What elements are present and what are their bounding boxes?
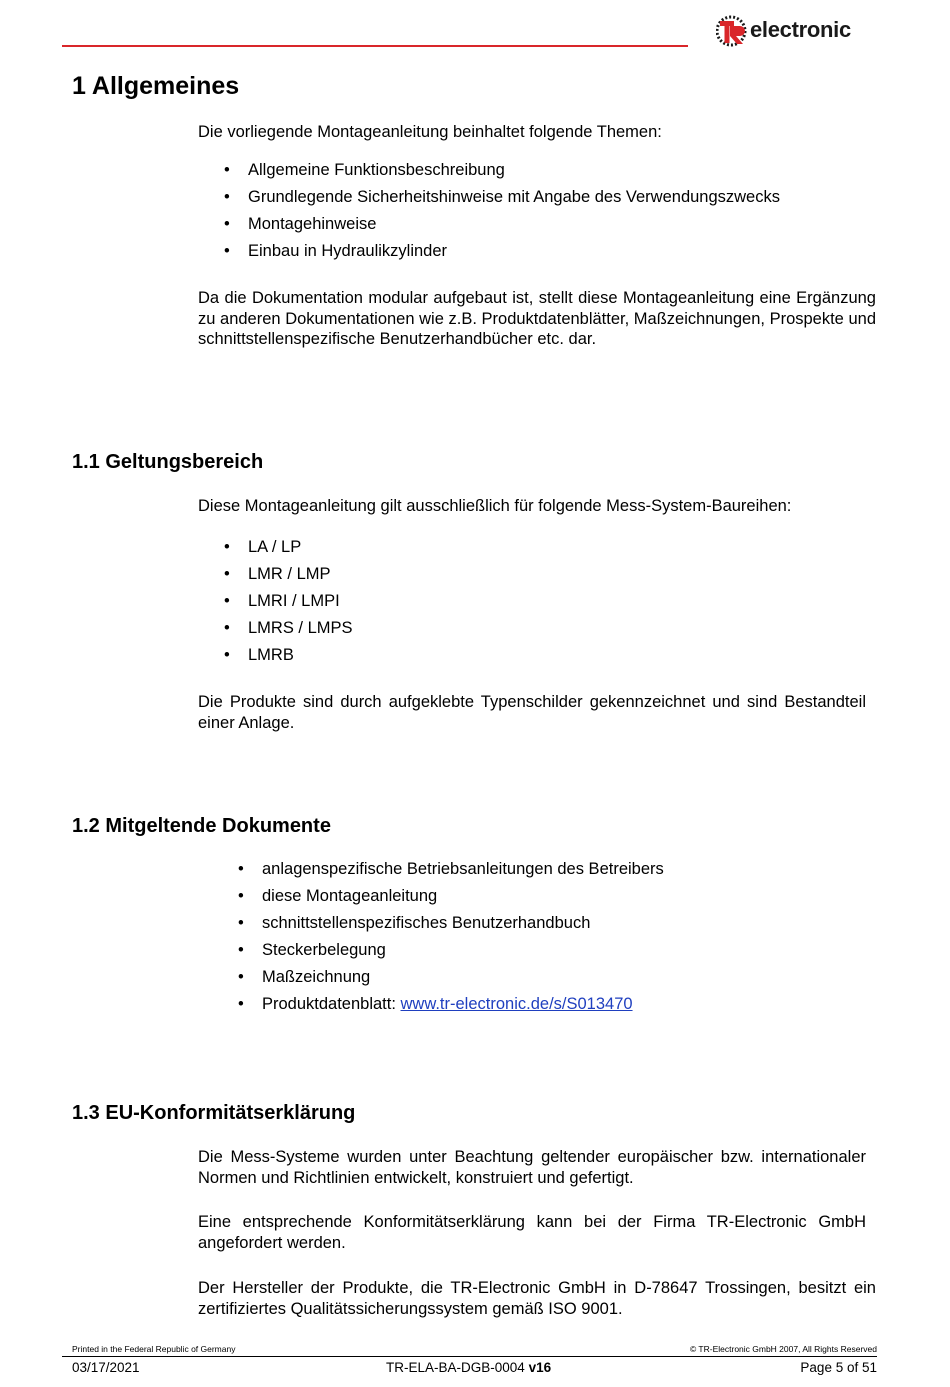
section-intro: Die vorliegende Montageanleitung beinhaltet folgende Themen: [198,123,662,141]
footer-doc-id: TR-ELA-BA-DGB-0004 v16 [386,1360,552,1375]
list-item: • schnittstellenspezifisches Benutzerhandbuch [262,910,664,937]
list-item: • anlagenspezifische Betriebsanleitungen des Betreibers [262,856,664,883]
list-item: • LMRI / LMPI [248,588,353,615]
documents-list [238,856,664,1018]
bullet-icon: • [224,161,230,179]
section-paragraph: Eine entsprechende Konformitätserklärung kann bei der Firma TR-Electronic GmbH angefordert werden. [198,1213,866,1252]
bullet-icon: • [224,646,230,664]
footer-printed: Printed in the Federal Republic of Germany [72,1344,236,1354]
list-item: • Einbau in Hydraulikzylinder [248,238,780,265]
list-item: • Maßzeichnung [262,964,664,991]
section-title-allgemeines: 1 Allgemeines [72,72,240,100]
bullet-icon: • [224,242,230,260]
list-item: • Allgemeine Funktionsbeschreibung [248,157,780,184]
list-item: • LMR / LMP [248,561,353,588]
bullet-icon: • [224,538,230,556]
list-item: • LMRB [248,642,353,669]
section-title-eu-konformitaet: 1.3 EU-Konformitätserklärung [72,1102,356,1124]
company-logo [716,12,876,48]
bullet-icon: • [224,619,230,637]
datasheet-link[interactable]: www.tr-electronic.de/s/S013470 [400,995,633,1013]
footer-rule [62,1356,877,1357]
bullet-icon: • [238,887,244,905]
bullet-icon: • [238,995,244,1013]
list-item: • diese Montageanleitung [262,883,664,910]
bullet-icon: • [238,914,244,932]
logo-text: electronic [750,17,851,42]
section-title-mitgeltende-dokumente: 1.2 Mitgeltende Dokumente [72,815,331,837]
list-item: • LMRS / LMPS [248,615,353,642]
section-paragraph: Da die Dokumentation modular aufgebaut ist, stellt diese Montageanleitung eine Ergänzung zu anderen Dokumentationen wie z.B. Produktdatenblätter, Maßzeichnungen, Prospekte und schnittstellenspezifische Benutzerhandbücher etc. dar. [198,289,876,348]
list-item: • Montagehinweise [248,211,780,238]
section-intro: Diese Montageanleitung gilt ausschließlich für folgende Mess-System-Baureihen: [198,497,792,515]
bullet-icon: • [238,860,244,878]
topics-list [224,157,780,265]
bullet-icon: • [238,941,244,959]
bullet-icon: • [238,968,244,986]
footer-copyright: © TR-Electronic GmbH 2007, All Rights Reserved [689,1344,877,1354]
section-paragraph: Die Produkte sind durch aufgeklebte Typenschilder gekennzeichnet und sind Bestandteil einer Anlage. [198,693,866,732]
footer-date: 03/17/2021 [72,1360,140,1375]
section-paragraph: Die Mess-Systeme wurden unter Beachtung geltender europäischer bzw. internationaler Normen und Richtlinien entwickelt, konstruiert und gefertigt. [198,1148,866,1187]
series-list [224,534,353,669]
bullet-icon: • [224,188,230,206]
bullet-icon: • [224,565,230,583]
list-item: • Produktdatenblatt: www.tr-electronic.de/s/S013470 [262,991,664,1018]
section-paragraph: Der Hersteller der Produkte, die TR-Electronic GmbH in D-78647 Trossingen, besitzt ein zertifiziertes Qualitätssicherungssystem gemäß ISO 9001. [198,1279,876,1318]
section-title-geltungsbereich: 1.1 Geltungsbereich [72,451,264,473]
list-item: • Steckerbelegung [262,937,664,964]
footer-page-number: Page 5 of 51 [800,1360,877,1375]
header-rule [62,45,688,47]
list-item: • LA / LP [248,534,353,561]
tr-logo-icon [716,12,750,48]
list-item: • Grundlegende Sicherheitshinweise mit Angabe des Verwendungszwecks [248,184,780,211]
bullet-icon: • [224,215,230,233]
footer-version: v16 [528,1360,552,1375]
bullet-icon: • [224,592,230,610]
